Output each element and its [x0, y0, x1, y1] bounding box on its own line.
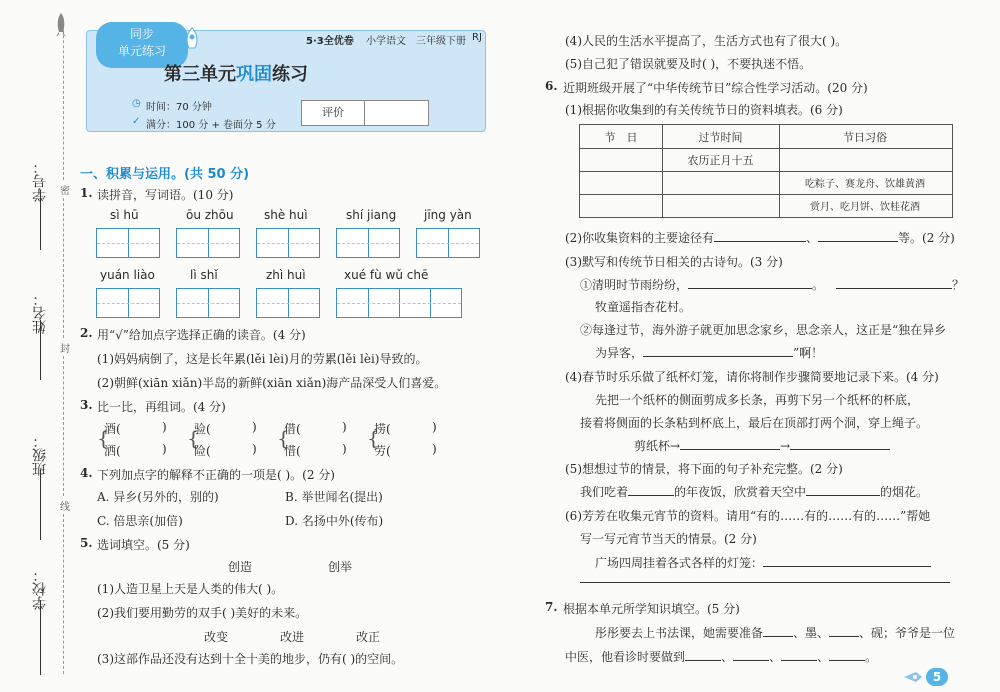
q6-part-2-tail: 等。(2 分)	[898, 231, 955, 245]
poem-line-2c: ”啊！	[793, 346, 824, 360]
q5-word: 改正	[356, 630, 381, 644]
q3-item: 验(	[194, 422, 211, 436]
q4-option-b: B. 举世闻名(提出)	[285, 490, 383, 504]
p6-c: 广场四周挂着各式各样的灯笼：	[595, 556, 764, 570]
fold-dash-line	[63, 198, 64, 338]
q4-option-d: D. 名扬中外(传布)	[285, 514, 384, 528]
answer-blank[interactable]	[628, 495, 674, 496]
seal-mark: 密	[60, 186, 70, 197]
badge-line-2: 单元练习	[117, 44, 166, 58]
pinyin: lì shǐ	[190, 268, 218, 282]
p5-c: 的烟花。	[880, 485, 929, 499]
arrow-icon: →	[780, 439, 791, 453]
poem-line-2: ②每逢过节，海外游子就更加思念家乡，思念亲人，这正是“独在异乡	[580, 323, 947, 337]
evaluation-label: 评价	[302, 101, 365, 125]
lantern-flow	[634, 437, 890, 454]
poem-line-1	[580, 276, 964, 293]
q3-close: )	[342, 420, 347, 434]
edition-name: RJ	[472, 32, 482, 43]
q3-item: 捞(	[374, 422, 391, 436]
answer-blank[interactable]	[806, 495, 880, 496]
q7-l2c: 、	[769, 650, 782, 664]
q5-word: 改进	[280, 630, 305, 644]
q2-stem: 用“√”给加点字选择正确的读音。(4 分)	[97, 328, 306, 342]
writing-box[interactable]	[256, 228, 320, 258]
q6-part-2: (2)你收集资料的主要途径有 、 等。(2 分)	[565, 231, 955, 245]
q5-stem: 选词填空。(5 分)	[97, 538, 190, 552]
q6-part-4: (4)春节时乐乐做了纸杯灯笼，请你将制作步骤简要地记录下来。(4 分)	[565, 370, 939, 384]
q3-item: 险(	[194, 444, 211, 458]
name-label: 姓名：	[32, 292, 48, 334]
poem-line-1c: ？	[952, 278, 965, 292]
q5-word: 改变	[204, 630, 229, 644]
fold-mark: 封	[60, 344, 70, 355]
writing-box[interactable]	[256, 288, 320, 318]
binding-margin	[0, 0, 80, 692]
answer-blank[interactable]	[781, 660, 817, 661]
time-limit: 时间：70 分钟	[146, 102, 212, 113]
arrow-icon: →	[670, 439, 681, 453]
q4-option-c: C. 倍思亲(加倍)	[97, 514, 183, 528]
rocket-footer-icon	[902, 668, 924, 686]
lantern-text-1: 先把一个纸杯的侧面剪成多长条，再剪下另一个纸杯的杯底，	[595, 393, 920, 407]
q7-line-1	[595, 624, 955, 641]
rocket-icon	[53, 12, 69, 38]
q7-l2b: 、	[721, 650, 734, 664]
class-line	[40, 470, 41, 540]
badge-line-1: 同步	[129, 27, 154, 41]
q3-item: 劳(	[374, 444, 391, 458]
q5-sentence-1: (1)人造卫星上天是人类的伟大( )。	[97, 582, 284, 596]
q6-part-6b: 写一写元宵节当天的情景。(2 分)	[580, 532, 757, 546]
q7-l2d: 、	[817, 650, 830, 664]
poem-line-1a: ①清明时节雨纷纷，	[580, 278, 689, 292]
q6-part-6c	[595, 554, 931, 571]
q4-option-a: A. 异乡(另外的，别的)	[97, 490, 219, 504]
q7-l2a: 中医，他看诊时要做到	[565, 650, 686, 664]
school-label: 学校：	[32, 568, 48, 610]
table-cell: 赏月、吃月饼、饮桂花酒	[810, 202, 920, 213]
q6-number: 6.	[545, 79, 558, 93]
school-line	[40, 600, 41, 675]
q2-number: 2.	[80, 326, 93, 340]
answer-blank[interactable]	[714, 241, 806, 242]
festival-table	[579, 124, 953, 218]
q7-l1a: 彤彤要去上书法课，她需要准备	[595, 626, 764, 640]
q3-close: )	[342, 442, 347, 456]
answer-blank[interactable]	[688, 288, 812, 289]
q2-line-1: (1)妈妈病倒了，这是长年累(lěi lèi)月的劳累(lěi lèi)导致的。	[97, 352, 428, 366]
q7-l2e: 。	[865, 650, 878, 664]
q6-part-2-text: (2)你收集资料的主要途径有	[565, 231, 714, 245]
q5-sentence-4: (4)人民的生活水平提高了，生活方式也有了很大( )。	[565, 34, 848, 48]
title-prefix: 第三单元	[164, 64, 236, 85]
brace: {	[187, 426, 200, 450]
table-cell: 农历正月十五	[687, 154, 754, 167]
line-mark: 线	[60, 502, 70, 513]
poem-line-1b: 。	[812, 278, 825, 292]
answer-blank[interactable]	[790, 449, 890, 450]
brace: {	[97, 426, 110, 450]
line-dash-line	[63, 356, 64, 496]
q6-stem: 近期班级开展了“中华传统节日”综合性学习活动。(20 分)	[563, 81, 868, 95]
q5-sentence-2: (2)我们要用勤劳的双手( )美好的未来。	[97, 606, 308, 620]
writing-box[interactable]	[336, 288, 462, 318]
table-header: 过节时间	[698, 131, 743, 144]
answer-line[interactable]	[580, 582, 950, 583]
bottom-dash-line	[63, 514, 64, 674]
p5-b: 的年夜饭，欣赏着天空中	[674, 485, 807, 499]
seal-dash-line	[63, 20, 64, 180]
q5-number: 5.	[80, 536, 93, 550]
poem-line-1d: 牧童遥指杏花村。	[595, 300, 692, 314]
rocket-badge-icon	[180, 26, 204, 54]
table-header: 节 日	[604, 131, 638, 144]
answer-blank[interactable]	[829, 660, 865, 661]
answer-blank[interactable]	[829, 636, 859, 637]
q2-line-2: (2)朝鲜(xiān xiǎn)半岛的新鲜(xiān xiǎn)海产品深受人们喜爱。	[97, 376, 447, 390]
q3-close: )	[432, 442, 437, 456]
q5-sentence-3: (3)这部作品还没有达到十全十美的地步，仍有( )的空间。	[97, 652, 404, 666]
pinyin: zhì huì	[266, 268, 306, 282]
q7-stem: 根据本单元所学知识填空。(5 分)	[563, 602, 740, 616]
pinyin: shí jiang	[346, 208, 397, 222]
q7-number: 7.	[545, 600, 558, 614]
series-name: 5·3全优卷	[306, 36, 354, 47]
answer-blank[interactable]	[733, 660, 769, 661]
q6-part-5-sentence	[580, 483, 928, 500]
answer-blank[interactable]	[680, 449, 780, 450]
q4-stem: 下列加点字的解释不正确的一项是( )。(2 分)	[97, 468, 335, 482]
pinyin: xué fù wǔ chē	[344, 268, 429, 282]
q1-number: 1.	[80, 186, 93, 200]
p5-a: 我们吃着	[580, 485, 629, 499]
answer-blank[interactable]	[763, 636, 793, 637]
section-1-title: 一、积累与运用。(共 50 分)	[80, 167, 250, 182]
writing-box[interactable]	[96, 288, 160, 318]
writing-box[interactable]	[176, 288, 240, 318]
check-icon: ✓	[132, 116, 141, 127]
brace: {	[367, 426, 380, 450]
q6-part-3: (3)默写和传统节日相关的古诗句。(3 分)	[565, 255, 783, 269]
clock-icon: ◷	[132, 98, 141, 109]
table-header: 节日习俗	[843, 131, 887, 144]
writing-box[interactable]	[96, 228, 160, 258]
q5-word: 创举	[328, 560, 353, 574]
pinyin: jīng yàn	[424, 208, 472, 222]
q7-line-2	[565, 648, 877, 665]
q3-close: )	[252, 420, 257, 434]
poem-line-2b-text: 为异客，	[595, 346, 644, 360]
q3-item: 酒(	[104, 422, 121, 436]
subject-name: 小学语文	[366, 36, 406, 47]
writing-box[interactable]	[416, 228, 480, 258]
student-id-label: 学号：	[32, 160, 48, 202]
writing-box[interactable]	[336, 228, 400, 258]
q3-close: )	[162, 420, 167, 434]
q6-part-5: (5)想想过节的情景，将下面的句子补充完整。(2 分)	[565, 462, 843, 476]
full-score: 满分：100 分 + 卷面分 5 分	[146, 120, 276, 131]
table-cell: 吃粽子、赛龙舟、饮雄黄酒	[805, 179, 925, 190]
class-label: 班级：	[32, 434, 48, 476]
q5-word: 创造	[228, 560, 253, 574]
answer-blank[interactable]	[685, 660, 721, 661]
title-suffix: 练习	[272, 64, 308, 85]
lantern-text-2: 接着将侧面的长条粘到杯底上，最后在顶部打两个洞，穿上绳子。	[580, 416, 929, 430]
q3-stem: 比一比，再组词。(4 分)	[97, 400, 226, 414]
q6-part-6: (6)芳芳在收集元宵节的资料。请用“有的……有的……有的……”帮她	[565, 509, 931, 523]
q7-l1b: 、墨、	[793, 626, 830, 640]
page-number: 5	[926, 668, 948, 686]
q7-l1c: 、砚；爷爷是一位	[859, 626, 956, 640]
q3-item: 洒(	[104, 444, 121, 458]
q3-close: )	[252, 442, 257, 456]
q3-number: 3.	[80, 398, 93, 412]
q1-stem: 读拼音，写词语。(10 分)	[97, 188, 234, 202]
answer-blank[interactable]	[763, 566, 931, 567]
pinyin: sì hū	[110, 208, 139, 222]
q5-sentence-5: (5)自己犯了错误就要及时( )，不要执迷不悟。	[565, 57, 812, 71]
q3-item: 惜(	[284, 444, 301, 458]
answer-blank[interactable]	[818, 241, 898, 242]
pinyin: shè huì	[264, 208, 308, 222]
evaluation-box	[301, 100, 429, 126]
answer-blank[interactable]	[836, 288, 952, 289]
poem-line-2b	[595, 344, 823, 361]
answer-blank[interactable]	[643, 356, 793, 357]
page-title	[86, 60, 386, 86]
title-highlight: 巩固	[236, 64, 272, 85]
flow-start: 剪纸杯	[634, 439, 671, 453]
grade-name: 三年级下册	[416, 36, 466, 47]
pinyin: yuán liào	[100, 268, 155, 282]
brace: {	[277, 426, 290, 450]
q3-close: )	[162, 442, 167, 456]
writing-box[interactable]	[176, 228, 240, 258]
q6-part-1: (1)根据你收集到的有关传统节日的资料填表。(6 分)	[565, 103, 843, 117]
q3-close: )	[432, 420, 437, 434]
q4-number: 4.	[80, 466, 93, 480]
q3-item: 借(	[284, 422, 301, 436]
pinyin: ōu zhōu	[186, 208, 234, 222]
